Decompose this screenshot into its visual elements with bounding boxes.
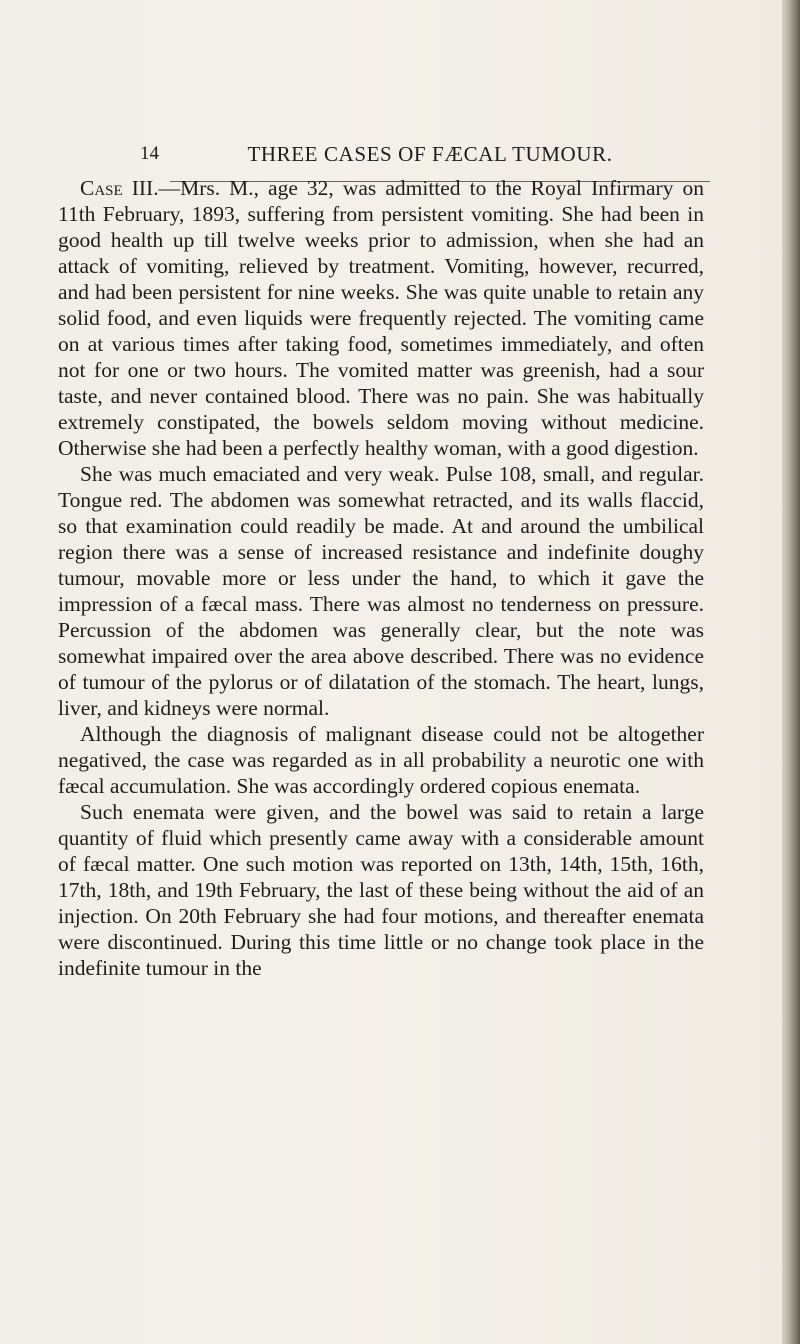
paragraph-1-text: III.—Mrs. M., age 32, was admitted to the Royal Infirmary on 11th February, 1893, suffering from persistent vomiting. She had been in good health up till twelve weeks prior to admission, when she had an attack of vomiting, relieved by treatment. Vomiting, however, recurred, and had been persistent for nine weeks. She was quite unable to retain any solid food, and even liquids were frequently rejected. The vomiting came on at various times after taking food, sometimes immediately, and often not for one or two hours. The vomited matter was greenish, had a sour taste, and never contained blood. There was no pain. She was habitually extremely constipated, the bowels seldom moving without medicine. Otherwise she had been a perfectly healthy woman, with a good digestion. [58,176,704,460]
paragraph-examination: She was much emaciated and very weak. Pulse 108, small, and regular. Tongue red. The abdomen was somewhat retracted, and its walls flaccid, so that examination could readily be made. At and around the umbilical region there was a sense of increased resistance and indefinite doughy tumour, movable more or less under the hand, to which it gave the impression of a fæcal mass. There was almost no tenderness on pressure. Percussion of the abdomen was generally clear, but the note was somewhat impaired over the area above described. There was no evidence of tumour of the pylorus or of dilatation of the stomach. The heart, lungs, liver, and kidneys were normal. [58,462,704,720]
page-header [140,140,660,168]
paragraph-case-history [58,175,704,461]
article-body [58,175,704,981]
page-number: 14 [140,143,159,164]
case-label: Case [80,176,123,200]
paragraph-diagnosis: Although the diagnosis of malignant disease could not be altogether negatived, the case was regarded as in all probability a neurotic one with fæcal accumulation. She was accordingly ordered copious enemata. [58,722,704,798]
running-title: THREE CASES OF FÆCAL TUMOUR. [247,142,613,166]
page-edge-shadow [782,0,800,1344]
paragraph-treatment: Such enemata were given, and the bowel was said to retain a large quantity of fluid which presently came away with a considerable amount of fæcal matter. One such motion was reported on 13th, 14th, 15th, 16th, 17th, 18th, and 19th February, the last of these being without the aid of an injection. On 20th February she had four motions, and thereafter enemata were discontinued. During this time little or no change took place in the indefinite tumour in the [58,800,704,980]
